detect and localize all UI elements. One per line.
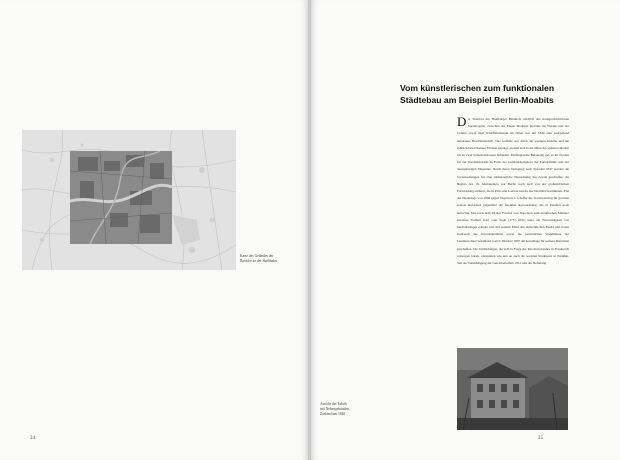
body-text bbox=[457, 116, 569, 336]
page-number-left: 24 bbox=[30, 436, 35, 441]
map-inset-detail bbox=[70, 151, 172, 244]
chapter-title: Vom künstlerischen zum funktionalen Städtebau am Beispiel Berlin-Moabits bbox=[400, 83, 555, 105]
drop-cap: D bbox=[457, 114, 467, 129]
map-figure bbox=[22, 130, 236, 270]
left-page bbox=[0, 0, 308, 460]
photo-caption: Ansicht der Fabrik mit Nebengebäuden, Zustand um 1840 bbox=[320, 402, 350, 416]
body-paragraph: er Standort des Hamburger Bahnhofs nördlich des stadtgeschichtlichen Spreebogens, zwischen der Ebene Moabiter Kolonie im Westen und der Charité sowie dem Schifffahrtskanal im Osten war um 1840 eine weitgehend unbebaute Brachlandschaft. Das Gelände war durch die wenigen Gehöfte und die spärlich bewachsenen Flächen geprägt, an dem sich in der Mitte des späteren Moabit bis zu zwei Schienenstrassen befanden. Umfangreiche Bebauung gab es im Norden bis zur Invalidenstraße in Form der Gebäudekomplexe der Pulvermühle und der dazugehörigen Magazine. Durch deren Verlegung nach Spandau 1847 wurden die Voraussetzungen für eine städtebauliche Neuordnung des Areals geschaffen. Zu Beginn des 19. Jahrhunderts war Berlin noch weit von der großstädtischen Entwicklung entfernt, die in Paris und London bereits das Stadtbild bestimmten. Erst die Niederlage von 1806 gegen Napoleon I. schaffte die Voraussetzung für gewisse soziale Reformen gegenüber der feudalen Agrarordnung, die in Preußen noch herrschte. Der nach dem Tilsiter Frieden von Napoleon zum preußischen Minister ernannte Freiherr Karl vom Stein (1757–1831) hatte die Notwendigkeit von Veränderungen erkannt und mit seinem Edikt den ehrsichtlichen Besitz und freien Gebrauch des Grundeigentums sowie die persönlichen Verhältnisse der Landbewohner betreffend vom 9. Oktober 1807 die Grundlage für weitere Reformen geschaffen. Die Umbildungen, die sich in Folge der Revolutionsjahre in Frankreich vollzogen haben, entstanden wie nun an auch die sozialen Strukturen in Preußen. Seit der Verkündigung der Gewerbefreiheit 1810 und der Befreiung bbox=[457, 117, 569, 266]
building-illustration bbox=[457, 348, 568, 430]
map-caption: Karte des Geländes der Baracke an der Stadtbahn bbox=[240, 254, 277, 263]
building-photo bbox=[457, 348, 568, 430]
map-inset bbox=[70, 151, 172, 244]
page-number-right: 25 bbox=[538, 436, 543, 441]
